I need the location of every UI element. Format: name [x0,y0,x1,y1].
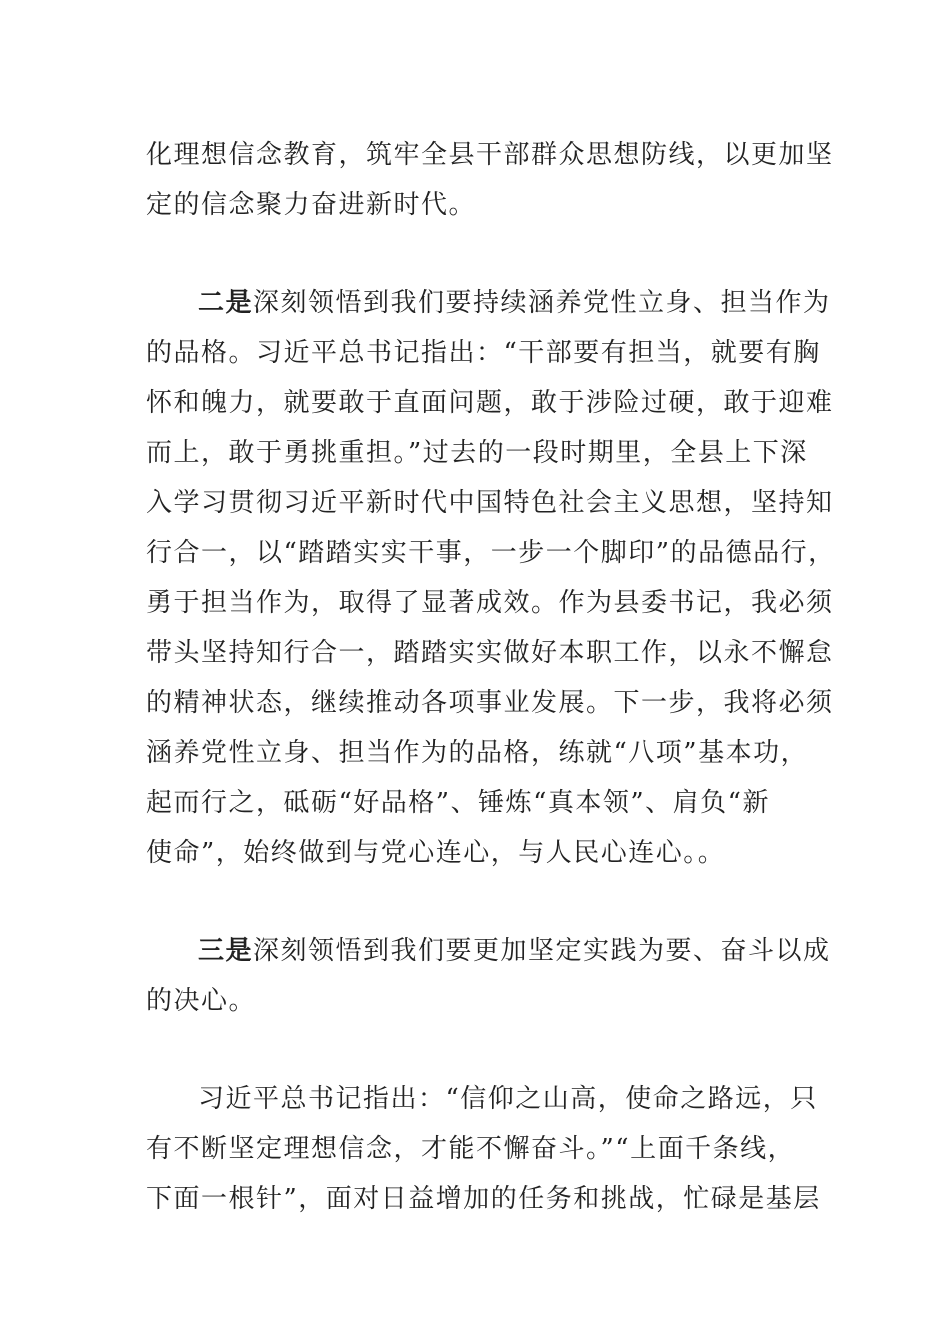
text-line: 的精神状态，继续推动各项事业发展。下一步，我将必须 [146,688,834,718]
text-run: 深刻领悟到我们要持续涵养党性立身、担当作为 [253,288,831,318]
text-line [146,926,831,976]
text-run: 深刻领悟到我们要更加坚定实践为要、奋斗以成 [253,936,831,966]
text-line: 行合一，以“踏踏实实干事，一步一个脚印”的品德品行， [146,538,836,568]
text-line: 的品格。习近平总书记指出：“干部要有担当，就要有胸 [146,338,821,368]
text-line: 有不断坚定理想信念，才能不懈奋斗。”“上面千条线， [146,1134,796,1164]
paragraph-3 [146,926,831,1026]
text-line: 入学习贯彻习近平新时代中国特色社会主义思想，坚持知 [146,488,834,518]
text-line: 带头坚持知行合一，踏踏实实做好本职工作，以永不懈怠 [146,638,834,668]
paragraph-spacer [146,230,796,278]
paragraph-spacer [146,878,796,926]
text-line: 习近平总书记指出：“信仰之山高，使命之路远，只 [198,1084,818,1114]
text-line: 定的信念聚力奋进新时代。 [146,190,477,220]
text-line: 怀和魄力，就要敢于直面问题，敢于涉险过硬，敢于迎难 [146,388,834,418]
text-line: 而上，敢于勇挑重担。”过去的一段时期里，全县上下深 [146,438,808,468]
text-line: 化理想信念教育，筑牢全县干部群众思想防线，以更加坚 [146,140,834,170]
text-line: 使命”，始终做到与党心连心，与人民心连心。。 [146,838,726,868]
text-line: 涵养党性立身、担当作为的品格，练就“八项”基本功， [146,738,809,768]
text-line: 的决心。 [146,986,257,1016]
paragraph-lead-label: 二是 [198,288,254,318]
text-line: 起而行之，砥砺“好品格”、锤炼“真本领”、肩负“新 [146,788,770,818]
paragraph-spacer [146,1026,796,1074]
paragraph-lead-label: 三是 [198,936,254,966]
text-line [146,278,831,328]
text-line: 勇于担当作为，取得了显著成效。作为县委书记，我必须 [146,588,834,618]
paragraph-2 [146,278,836,878]
paragraph-4 [146,1074,821,1224]
paragraph-1 [146,130,834,230]
text-line: 下面一根针”，面对日益增加的任务和挑战，忙碌是基层 [146,1184,821,1214]
document-body [146,130,836,1224]
